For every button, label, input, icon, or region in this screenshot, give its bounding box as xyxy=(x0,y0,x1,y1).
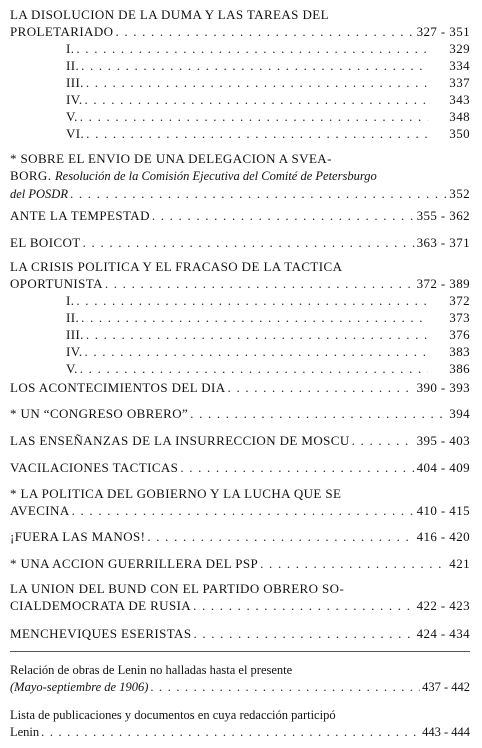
toc-entry-hands-off[interactable] xyxy=(10,528,470,545)
page-range: 327 - 351 xyxy=(416,24,470,39)
subsection-label: III. xyxy=(66,327,84,342)
subsection-label: II. xyxy=(66,310,80,325)
page-range: 443 - 444 xyxy=(422,725,470,739)
entry-subtitle: Resolución de la Comisión Ejecutiva del Comité de Petersburgo xyxy=(55,169,377,183)
page-range: 410 - 415 xyxy=(416,503,470,518)
subsection-label: V. xyxy=(66,361,78,376)
entry-title: MENCHEVIQUES ESERISTAS xyxy=(10,626,192,641)
toc-entry-events-of-day[interactable] xyxy=(10,379,470,396)
dot-leader xyxy=(80,360,428,377)
toc-entry-tactical-vacillations[interactable] xyxy=(10,459,470,476)
subsection-label: IV. xyxy=(66,344,83,359)
entry-title: LOS ACONTECIMIENTOS DEL DIA xyxy=(10,380,226,395)
subsection-entry[interactable] xyxy=(10,309,470,326)
page-range: 355 - 362 xyxy=(416,208,470,223)
subsection-entry[interactable] xyxy=(10,74,470,91)
entry-title: ANTE LA TEMPESTAD xyxy=(10,208,150,223)
subsection-label: II. xyxy=(66,58,80,73)
dot-leader xyxy=(80,108,428,125)
entry-title-line: AVECINA xyxy=(10,503,70,518)
dot-leader xyxy=(86,74,428,91)
page-range: 437 - 442 xyxy=(422,680,470,694)
dot-leader xyxy=(41,724,420,741)
entry-title: EL BOICOT xyxy=(10,235,81,250)
page-range: 363 - 371 xyxy=(416,235,470,250)
page-range: 404 - 409 xyxy=(416,460,470,475)
page-number: 352 xyxy=(449,186,470,201)
dot-leader xyxy=(193,625,414,642)
page-number: 373 xyxy=(449,310,470,325)
entry-title-line: CIALDEMOCRATA DE RUSIA xyxy=(10,598,192,613)
page-number: 348 xyxy=(449,109,470,124)
toc-entry-boycott[interactable] xyxy=(10,234,470,251)
subsection-entry[interactable] xyxy=(10,57,470,74)
toc-entry-sveaborg-delegation[interactable] xyxy=(10,150,470,203)
dot-leader xyxy=(190,405,447,422)
entry-title-line: * LA POLITICA DEL GOBIERNO Y LA LUCHA QUE SE xyxy=(10,486,342,501)
subsection-label: VI. xyxy=(66,126,85,141)
subsection-entry[interactable] xyxy=(10,91,470,108)
entry-title: VACILACIONES TACTICAS xyxy=(10,460,179,475)
page-number: 386 xyxy=(449,361,470,376)
subsection-label: I. xyxy=(66,41,75,56)
subsection-label: V. xyxy=(66,109,78,124)
section-divider xyxy=(10,651,470,652)
page-number: 376 xyxy=(449,327,470,342)
entry-title: * UNA ACCION GUERRILLERA DEL PSP xyxy=(10,556,259,571)
dot-leader xyxy=(76,292,428,309)
toc-entry-guerrilla-action[interactable] xyxy=(10,555,470,572)
subsection-entry[interactable] xyxy=(10,40,470,57)
page-number: 372 xyxy=(449,293,470,308)
dot-leader xyxy=(115,23,414,40)
subsection-label: I. xyxy=(66,293,75,308)
subsection-entry[interactable] xyxy=(10,343,470,360)
entry-subtitle: del POSDR xyxy=(10,187,68,201)
page-number: 329 xyxy=(449,41,470,56)
toc-entry-mensheviks-esers[interactable] xyxy=(10,625,470,642)
page-range: 424 - 434 xyxy=(416,626,470,641)
entry-title-line: LA DISOLUCION DE LA DUMA Y LAS TAREAS DEL xyxy=(10,7,329,22)
page-number: 337 xyxy=(449,75,470,90)
dot-leader xyxy=(83,234,415,251)
dot-leader xyxy=(81,309,428,326)
toc-entry-workers-congress[interactable] xyxy=(10,405,470,422)
dot-leader xyxy=(81,57,428,74)
entry-title-line: OPORTUNISTA xyxy=(10,276,103,291)
entry-title-line: Relación de obras de Lenin no halladas hasta el presente xyxy=(10,663,293,677)
toc-entry-bund-union[interactable] xyxy=(10,580,470,614)
toc-entry-government-policy[interactable] xyxy=(10,485,470,519)
dot-leader xyxy=(105,275,415,292)
entry-title-line: BORG. xyxy=(10,168,52,183)
subsection-entry[interactable] xyxy=(10,108,470,125)
entry-title-line: Lista de publicaciones y documentos en cuya redacción participó xyxy=(10,708,336,722)
entry-subtitle: (Mayo-septiembre de 1906) xyxy=(10,680,149,694)
entry-title-line: LA UNION DEL BUND CON EL PARTIDO OBRERO SO- xyxy=(10,581,345,596)
toc-entry-moscow-uprising[interactable] xyxy=(10,432,470,449)
entry-title: * UN “CONGRESO OBRERO” xyxy=(10,406,189,421)
dot-leader xyxy=(70,185,447,202)
dot-leader xyxy=(152,207,415,224)
dot-leader xyxy=(85,91,429,108)
entry-title-line: LA CRISIS POLITICA Y EL FRACASO DE LA TACTICA xyxy=(10,259,343,274)
subsection-entry[interactable] xyxy=(10,326,470,343)
page-range: 416 - 420 xyxy=(416,529,470,544)
dot-leader xyxy=(76,40,428,57)
subsection-label: III. xyxy=(66,75,84,90)
page-number: 343 xyxy=(449,92,470,107)
page-range: 422 - 423 xyxy=(416,598,470,613)
dot-leader xyxy=(260,555,447,572)
dot-leader xyxy=(86,125,428,142)
dot-leader xyxy=(147,528,414,545)
dot-leader xyxy=(228,379,415,396)
entry-title-line: * SOBRE EL ENVIO DE UNA DELEGACION A SVEA- xyxy=(10,151,332,166)
dot-leader xyxy=(150,679,420,696)
entry-title: ¡FUERA LAS MANOS! xyxy=(10,529,146,544)
subsection-entry[interactable] xyxy=(10,292,470,309)
toc-entry-publications-list[interactable] xyxy=(10,707,470,741)
page-number: 334 xyxy=(449,58,470,73)
dot-leader xyxy=(72,502,415,519)
page-number: 421 xyxy=(449,556,470,571)
toc-entry-lost-works[interactable] xyxy=(10,662,470,696)
toc-entry-duma-dissolution[interactable] xyxy=(10,6,470,142)
dot-leader xyxy=(85,343,429,360)
entry-title-line: Lenin xyxy=(10,725,40,739)
page-number: 383 xyxy=(449,344,470,359)
page-number: 350 xyxy=(449,126,470,141)
dot-leader xyxy=(86,326,428,343)
subsection-entry[interactable] xyxy=(10,125,470,142)
page-range: 395 - 403 xyxy=(416,433,470,448)
toc-entry-tempest[interactable] xyxy=(10,207,470,224)
entry-title-line: PROLETARIADO xyxy=(10,24,114,39)
dot-leader xyxy=(352,432,415,449)
page-range: 372 - 389 xyxy=(416,276,470,291)
entry-title: LAS ENSEÑANZAS DE LA INSURRECCION DE MOSCU xyxy=(10,433,350,448)
page-range: 390 - 393 xyxy=(416,380,470,395)
subsection-entry[interactable] xyxy=(10,360,470,377)
toc-entry-political-crisis[interactable] xyxy=(10,258,470,377)
page-number: 394 xyxy=(449,406,470,421)
subsection-label: IV. xyxy=(66,92,83,107)
dot-leader xyxy=(193,597,414,614)
dot-leader xyxy=(180,459,414,476)
